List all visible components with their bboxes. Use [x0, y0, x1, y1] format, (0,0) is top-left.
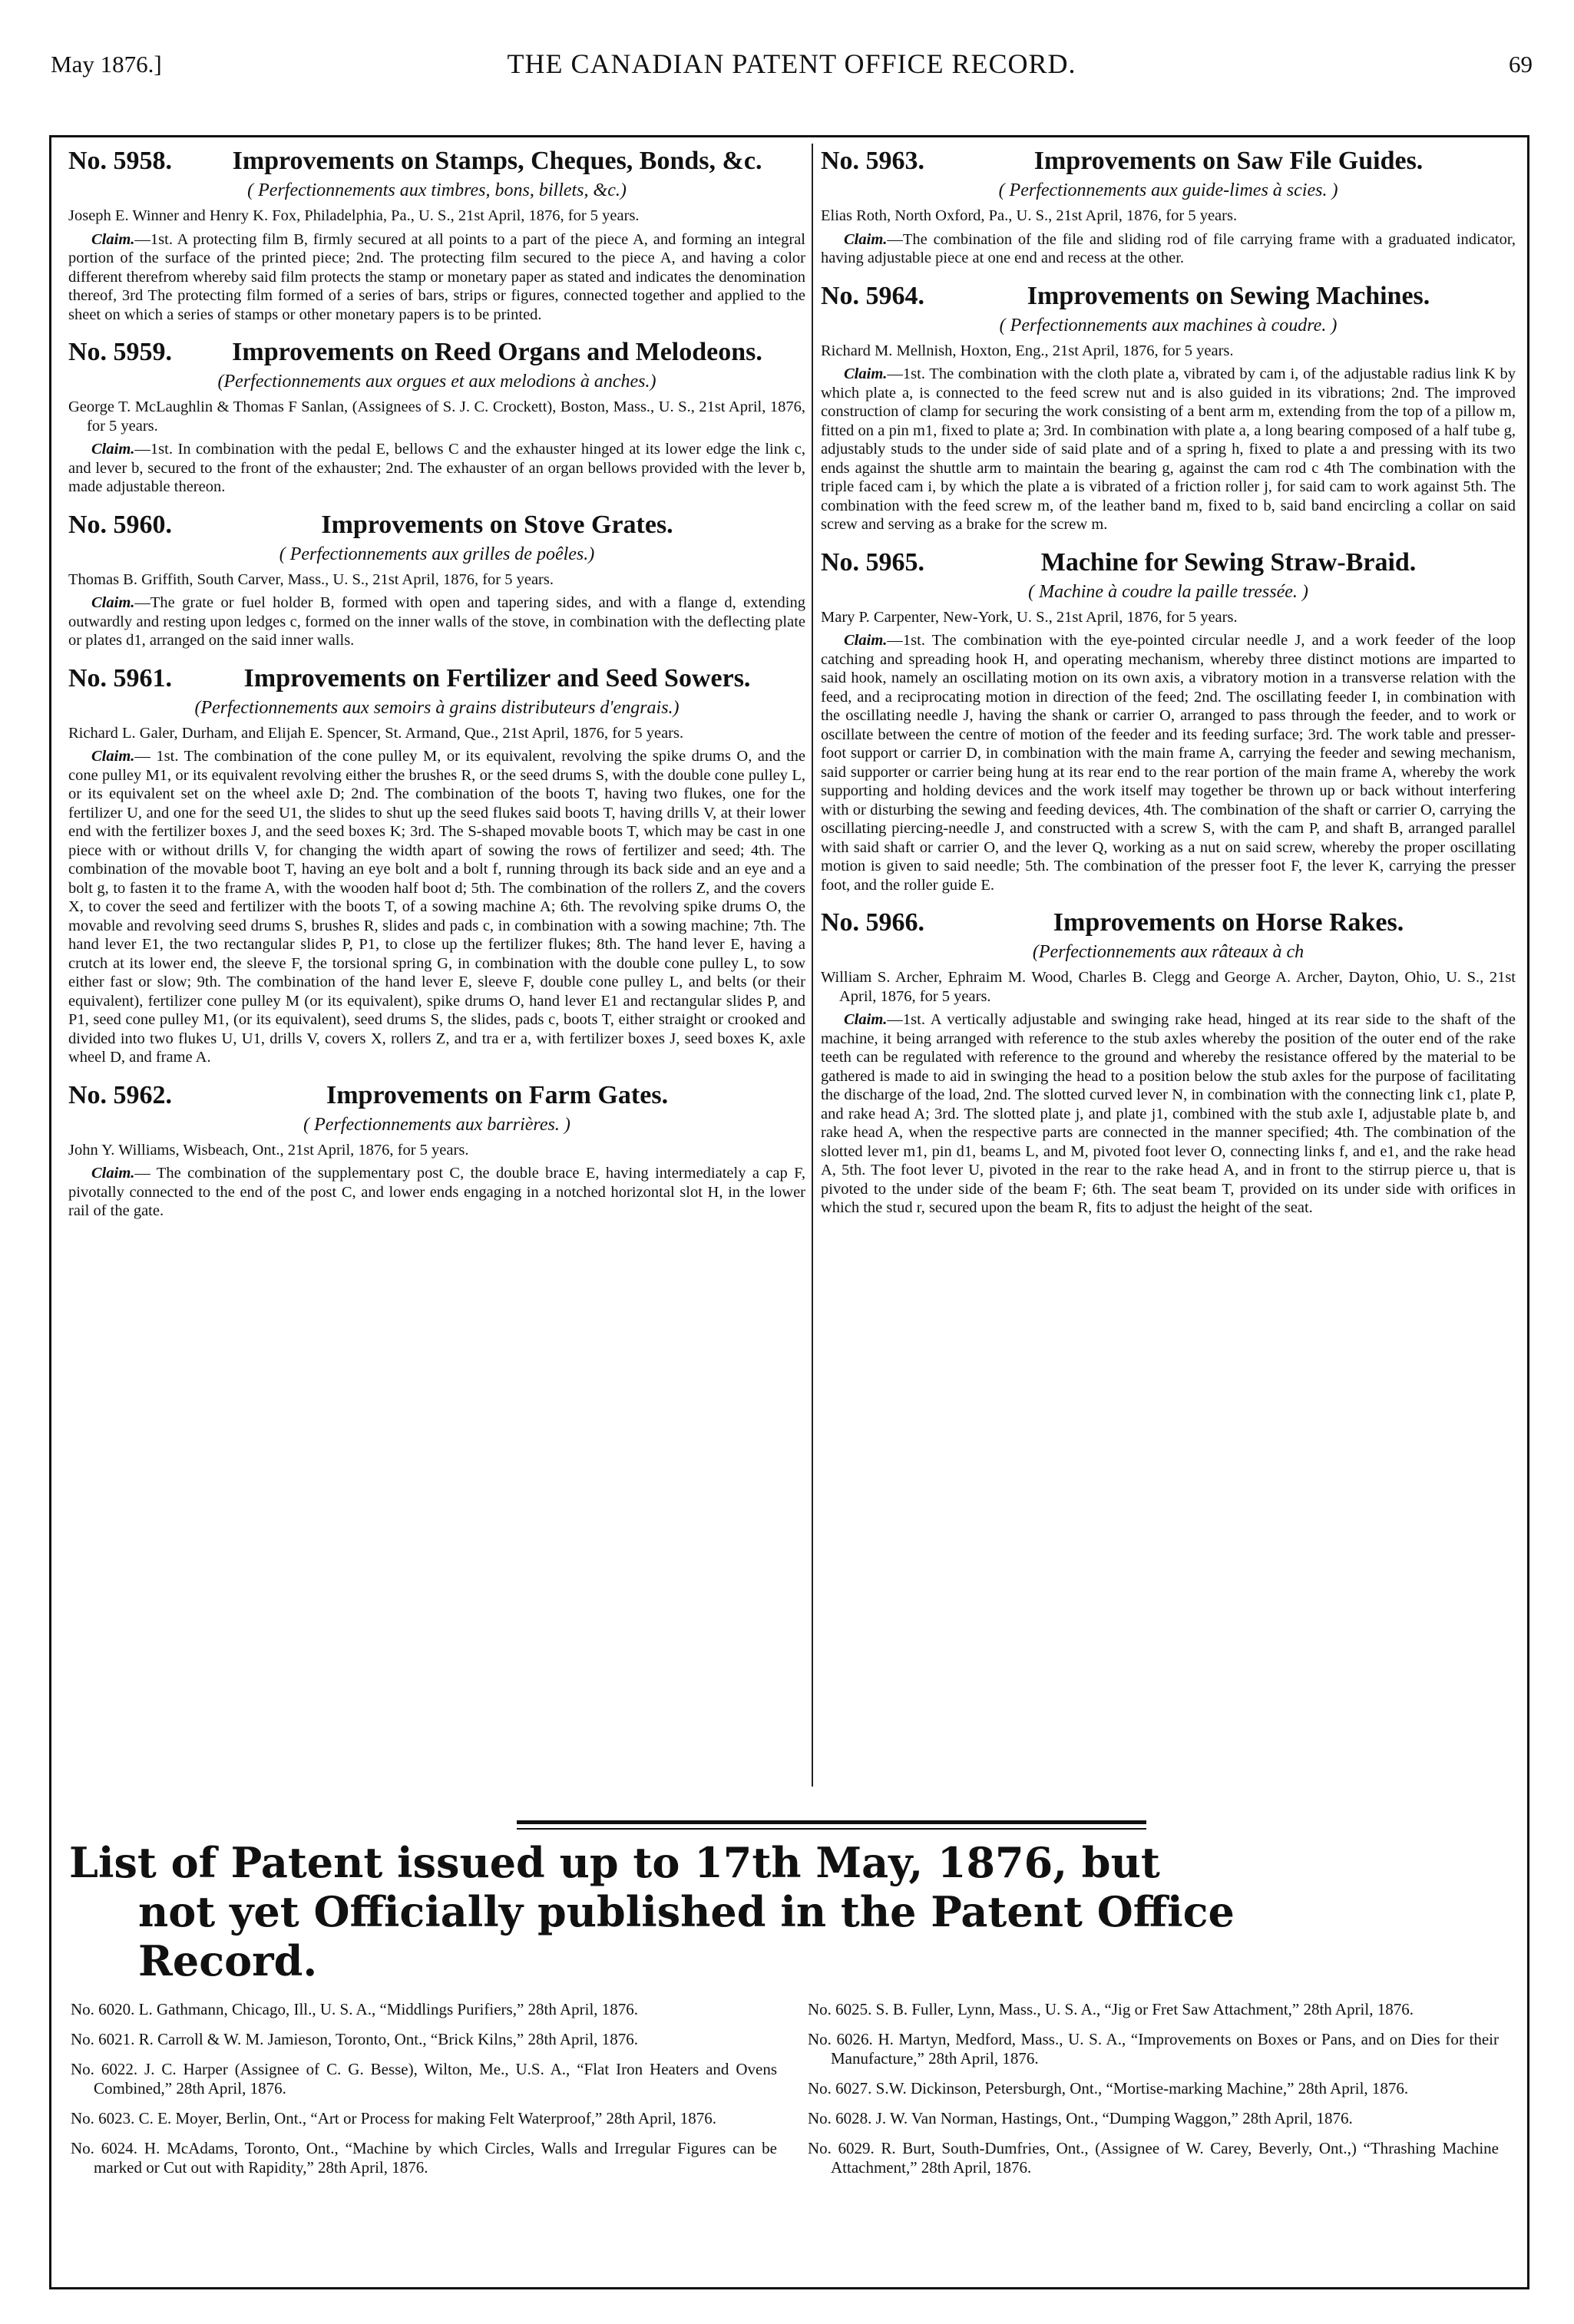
patent-number: No. 5966.	[821, 908, 925, 937]
section-rule	[517, 1828, 1146, 1830]
french-title: (Perfectionnements aux semoirs à grains distributeurs d'engrais.)	[194, 697, 680, 718]
left-column	[68, 147, 805, 1235]
list-item: No. 6021. R. Carroll & W. M. Jamieson, Toronto, Ont., “Brick Kilns,” 28th April, 1876.	[71, 2030, 638, 2048]
claim-text	[821, 1010, 1516, 1218]
inventor-line: Richard M. Mellnish, Hoxton, Eng., 21st April, 1876, for 5 years.	[821, 342, 1234, 359]
claim-text	[68, 230, 805, 325]
patent-entry	[821, 908, 1516, 1218]
claim-label: Claim.	[91, 230, 135, 248]
french-title: ( Perfectionnements aux machines à coudre. )	[999, 315, 1338, 336]
patent-number: No. 5965.	[821, 547, 925, 577]
patent-title: Improvements on Farm Gates.	[326, 1080, 669, 1109]
patent-entry	[68, 147, 805, 324]
patent-entry	[821, 548, 1516, 895]
claim-body: —1st. A protecting film B, firmly secured at all points to a part of the piece A, and forming an integral portion of the surface of the printed piece; 2nd. The protecting film secured to the piece A, and having a color different therefrom whereby said film protects the stamp or monetary paper as stated and indicates the denomination thereof, 3rd The protecting film formed of a series of bars, strips or figures, connected together and applied to the sheet on which a series of stamps or other monetary papers is to be printed.	[68, 230, 805, 323]
claim-label: Claim.	[91, 748, 135, 765]
patent-entry	[68, 338, 805, 497]
patent-entry	[68, 664, 805, 1067]
list-item: No. 6029. R. Burt, South-Dumfries, Ont., (Assignee of W. Carey, Beverly, Ont.,) “Thrashing Machine Attachment,” 28th April, 1876.	[808, 2139, 1499, 2177]
patent-title: Improvements on Reed Organs and Melodeons.	[232, 338, 762, 366]
patent-number: No. 5960.	[68, 510, 173, 539]
inventor-line: George T. McLaughlin & Thomas F Sanlan, (Assignees of S. J. C. Crockett), Boston, Mass., U. S., 21st April, 1876, for 5 years.	[68, 398, 805, 435]
entry-heading	[68, 664, 805, 693]
list-item: No. 6023. C. E. Moyer, Berlin, Ont., “Art or Process for making Felt Waterproof,” 28th April, 1876.	[71, 2109, 717, 2127]
section-rule	[517, 1820, 1146, 1824]
list-item: No. 6022. J. C. Harper (Assignee of C. G. Besse), Wilton, Me., U.S. A., “Flat Iron Heaters and Ovens Combined,” 28th April, 1876.	[71, 2060, 777, 2098]
claim-label: Claim.	[91, 1165, 135, 1182]
list-heading	[69, 1838, 1497, 1985]
patent-entry	[68, 1081, 805, 1221]
entry-heading	[821, 147, 1516, 176]
french-title: (Perfectionnements aux râteaux à ch	[1032, 942, 1305, 962]
claim-text	[68, 440, 805, 497]
claim-body: —1st. The combination with the eye-pointed circular needle J, and a work feeder of the loop catching and spreading hook H, and operating mechanism, whereby three distinct motions are imparted to said hook, namely an oscillating motion on its own axis, a vibratory motion in a transverse relation with the feed, and a reciprocating motion in direction of the feed; 2nd. The oscillating feeder I, in combination with the oscillating needle J, having the shank or carrier O, arranged to pass through the feeder, and to work or oscillate between the centre of motion of the feeder and its feeding surface; 3rd. The work table and presser-foot support or carrier D, in combination with the main frame A, carrying the feeder and sewing mechanism, said supporter or carrier being hung at its rear end to the rear portion of the main frame A, whereby the work supporting and holding devices and the work itself may together be thrown up or back without interfering with or disturbing the sewing and feeding devices, 4th. The combination of the shaft or carrier O, carrying the oscillating piercing-needle J, and constructed with a screw S, with the cam P, and shaft B, arranged parallel with said shaft or carrier O, and the lever Q, working as a nut on said screw, whereby the proper oscillating motion is given to said needle; 5th. The combination of the presser foot F, the lever K, carrying the presser foot, and the roller guide E.	[821, 632, 1516, 894]
claim-body: — 1st. The combination of the cone pulley M, or its equivalent, revolving the spike drums O, and the cone pulley M1, or its equivalent revolving either the brushes R, or the seed drums S, with the double cone pulley L, or its equivalent set on the wheel axle D; 2nd. The combination of the boots T, having two flukes, one for the fertilizer U, and one for the seed U1, the slides to shut up the seed flukes said boots T, having drills V, at their lower end with the fertilizer boxes J, and the seed boxes K; 3rd. The S-shaped movable boots T, which may be cast in one piece with or without drills V, for changing the width apart of sowing the rows of fertilizer and seed; 4th. The combination of the movable boot T, having an eye bolt and a bolt f, running through its back side and an eye and a bolt g, to fasten it to the frame A, with the wooden half boot d; 5th. The combination of the rollers Z, and the covers X, to cover the seed and fertilizer with the boots T, of a sowing machine A; 6th. The revolving spike drums O, the movable and revolving seed drums S, brushes R, slides and pads c, in combination with a sowing machine; 7th. The hand lever E1, the two rectangular slides P, P1, to close up the fertilizer flukes; 8th. The hand lever E, having a crutch at its lower end, the sleeve F, the torsional spring G, in combination with the double cone pulley L, to sow either fast or slow; 9th. The combination of the hand lever E, sleeve F, double cone pulley L, and belts (or their equivalent), fertilizer cone pulley M (or its equivalent), spike drums O, hand lever E1 and rectangular slides P, and P1, seed cone pulley M1, (or its equivalent), seed drums S, the slides, pads c, boots T, either straight or crooked and divided into two flukes U, U1, drills V, covers X, rollers Z, and tra er a, with fertilizer boxes J, seed boxes K, axle wheel D, and frame A.	[68, 748, 805, 1066]
list-item: No. 6027. S.W. Dickinson, Petersburgh, Ont., “Mortise-marking Machine,” 28th April, 1876.	[808, 2079, 1409, 2098]
french-title: ( Perfectionnements aux timbres, bons, billets, &c.)	[247, 180, 627, 200]
claim-body: —1st. In combination with the pedal E, bellows C and the exhauster hinged at its lower edge the link c, and lever b, secured to the front of the exhauster; 2nd. The exhauster of an organ bellows provided with the lever b, made adjustable thereon.	[68, 441, 805, 495]
patent-title: Improvements on Fertilizer and Seed Sowers.	[243, 663, 751, 693]
claim-text	[821, 230, 1516, 268]
patent-title: Improvements on Stove Grates.	[321, 510, 673, 539]
list-item: No. 6026. H. Martyn, Medford, Mass., U. S. A., “Improvements on Boxes or Pans, and on Dies for their Manufacture,” 28th April, 1876.	[808, 2030, 1499, 2068]
claim-label: Claim.	[91, 594, 135, 611]
patent-title: Improvements on Sewing Machines.	[1027, 281, 1430, 310]
french-title: (Perfectionnements aux orgues et aux melodions à anches.)	[217, 372, 656, 392]
entry-heading	[821, 548, 1516, 577]
claim-label: Claim.	[844, 230, 888, 248]
entry-heading	[68, 1081, 805, 1110]
header-date: May 1876.]	[51, 51, 162, 78]
list-heading-line: Record.	[138, 1936, 318, 1985]
patent-list-left	[71, 2000, 777, 2188]
entry-heading	[821, 908, 1516, 937]
patent-number: No. 5961.	[68, 663, 173, 693]
list-item: No. 6024. H. McAdams, Toronto, Ont., “Machine by which Circles, Walls and Irregular Figures can be marked or Cut out with Rapidity,” 28th April, 1876.	[71, 2139, 777, 2177]
patent-entry	[821, 282, 1516, 534]
claim-body: —The grate or fuel holder B, formed with open and tapering sides, and with a flange d, extending outwardly and resting upon ledges c, formed on the inner walls of the stove, in combination with the deflecting plate or plates d1, arranged on the said inner walls.	[68, 594, 805, 649]
list-item: No. 6025. S. B. Fuller, Lynn, Mass., U. S. A., “Jig or Fret Saw Attachment,” 28th April, 1876.	[808, 2000, 1414, 2018]
claim-label: Claim.	[91, 441, 135, 458]
inventor-line: Elias Roth, North Oxford, Pa., U. S., 21st April, 1876, for 5 years.	[821, 207, 1238, 224]
inventor-line: Richard L. Galer, Durham, and Elijah E. Spencer, St. Armand, Que., 21st April, 1876, for 5 years.	[68, 724, 684, 742]
claim-text	[68, 747, 805, 1067]
entry-heading	[68, 147, 805, 176]
patent-title: Machine for Sewing Straw-Braid.	[1040, 547, 1417, 577]
patent-entry	[68, 511, 805, 650]
patent-entry	[821, 147, 1516, 268]
inventor-line: Thomas B. Griffith, South Carver, Mass., U. S., 21st April, 1876, for 5 years.	[68, 570, 554, 588]
patent-number: No. 5963.	[821, 147, 925, 175]
list-heading-line: not yet Officially published in the Patent Office	[138, 1887, 1235, 1936]
claim-body: —The combination of the file and sliding rod of file carrying frame with a graduated indicator, having adjustable piece at one end and recess at the other.	[821, 230, 1516, 266]
right-column	[821, 147, 1516, 1231]
patent-number: No. 5964.	[821, 281, 925, 310]
claim-label: Claim.	[844, 1011, 888, 1028]
publication-title: THE CANADIAN PATENT OFFICE RECORD.	[507, 48, 1076, 79]
running-head	[51, 48, 1533, 86]
entry-heading	[821, 282, 1516, 311]
patent-number: No. 5959.	[68, 338, 173, 366]
patent-title: Improvements on Stamps, Cheques, Bonds, &c.	[232, 147, 762, 175]
claim-text	[68, 1164, 805, 1221]
french-title: ( Perfectionnements aux grilles de poêles.)	[279, 544, 595, 564]
column-divider	[812, 144, 813, 1787]
patent-number: No. 5958.	[68, 147, 173, 175]
list-item: No. 6028. J. W. Van Norman, Hastings, Ont., “Dumping Waggon,” 28th April, 1876.	[808, 2109, 1353, 2127]
claim-text	[821, 365, 1516, 534]
claim-body: —1st. The combination with the cloth plate a, vibrated by cam i, of the adjustable radius link K by which plate a, is connected to the feed screw nut and is also guided in its vibrations; 2nd. The improved construction of clamp for securing the work consisting of a bent arm m, extending from the top of a pillow m, fitted on a pin m1, fixed to plate a; 3rd. In combination with plate a, a long bearing composed of a half tube g, adjustably studs to the under side of said plate and of a spring h, fixed to plate a and pressing with its two ends against the shuttle arm to maintain the bearing g, against the cam rod c 4th The combination with the triple faced cam i, by which the plate a is vibrated of a friction roller j, for said cam to work against 5th. The combination with the feed screw m, of the leather band m, fixed to b, said band encircling a collar on said screw and serving as a brake for the screw m.	[821, 365, 1516, 533]
inventor-line: John Y. Williams, Wisbeach, Ont., 21st April, 1876, for 5 years.	[68, 1141, 469, 1159]
patent-title: Improvements on Horse Rakes.	[1053, 908, 1404, 937]
inventor-line: Joseph E. Winner and Henry K. Fox, Philadelphia, Pa., U. S., 21st April, 1876, for 5 years.	[68, 207, 640, 224]
french-title: ( Perfectionnements aux guide-limes à scies. )	[998, 180, 1338, 200]
page-number: 69	[1509, 51, 1533, 78]
claim-text	[821, 631, 1516, 894]
inventor-line: Mary P. Carpenter, New-York, U. S., 21st April, 1876, for 5 years.	[821, 608, 1238, 626]
french-title: ( Machine à coudre la paille tressée. )	[1028, 581, 1308, 602]
claim-label: Claim.	[844, 632, 888, 649]
french-title: ( Perfectionnements aux barrières. )	[303, 1114, 570, 1135]
patent-list-right	[808, 2000, 1499, 2188]
patent-title: Improvements on Saw File Guides.	[1033, 147, 1424, 175]
claim-body: —1st. A vertically adjustable and swinging rake head, hinged at its rear side to the shaft of the machine, it being arranged with reference to the stub axles whereby the position of the outer end of the rake teeth can be regulated with reference to the ground and whereby the resistance offered by the material to be gathered is made to aid in swinging the head to a position below the stub axles for the purpose of facilitating the discharge of the load, 2nd. The slotted curved lever N, in combination with the connecting link c1, plate P, and rake head A; 3rd. The slotted plate j, and plate j1, combined with the stub axle I, adjustable plate b, and rake head A, when the respective parts are connected in the manner specified; 4th. The combination of the slotted lever m1, pin d1, beams L, and M, pivoted foot lever O, connecting links f, and e1, and the rake head A, 5th. The foot lever U, pivoted in the rear to the rake head A, and in front to the stirrup pierce u, that is pivoted to the under side of the beam F; 6th. The seat beam T, provided on its under side with orifices in which the stud r, secured upon the beam R, fits to adjust the height of the seat.	[821, 1011, 1516, 1216]
list-item: No. 6020. L. Gathmann, Chicago, Ill., U. S. A., “Middlings Purifiers,” 28th April, 1876.	[71, 2000, 639, 2018]
patent-number: No. 5962.	[68, 1080, 173, 1109]
entry-heading	[68, 511, 805, 540]
list-heading-line: List of Patent issued up to 17th May, 1876, but	[69, 1838, 1160, 1887]
entry-heading	[68, 338, 805, 367]
claim-label: Claim.	[844, 365, 888, 382]
claim-text	[68, 593, 805, 650]
claim-body: — The combination of the supplementary post C, the double brace E, having intermediately a cap F, pivotally connected to the end of the post C, and lower ends engaging in a notched horizontal slot H, in the lower rail of the gate.	[68, 1165, 805, 1219]
inventor-line: William S. Archer, Ephraim M. Wood, Charles B. Clegg and George A. Archer, Dayton, Ohio, U. S., 21st April, 1876, for 5 years.	[821, 969, 1516, 1005]
